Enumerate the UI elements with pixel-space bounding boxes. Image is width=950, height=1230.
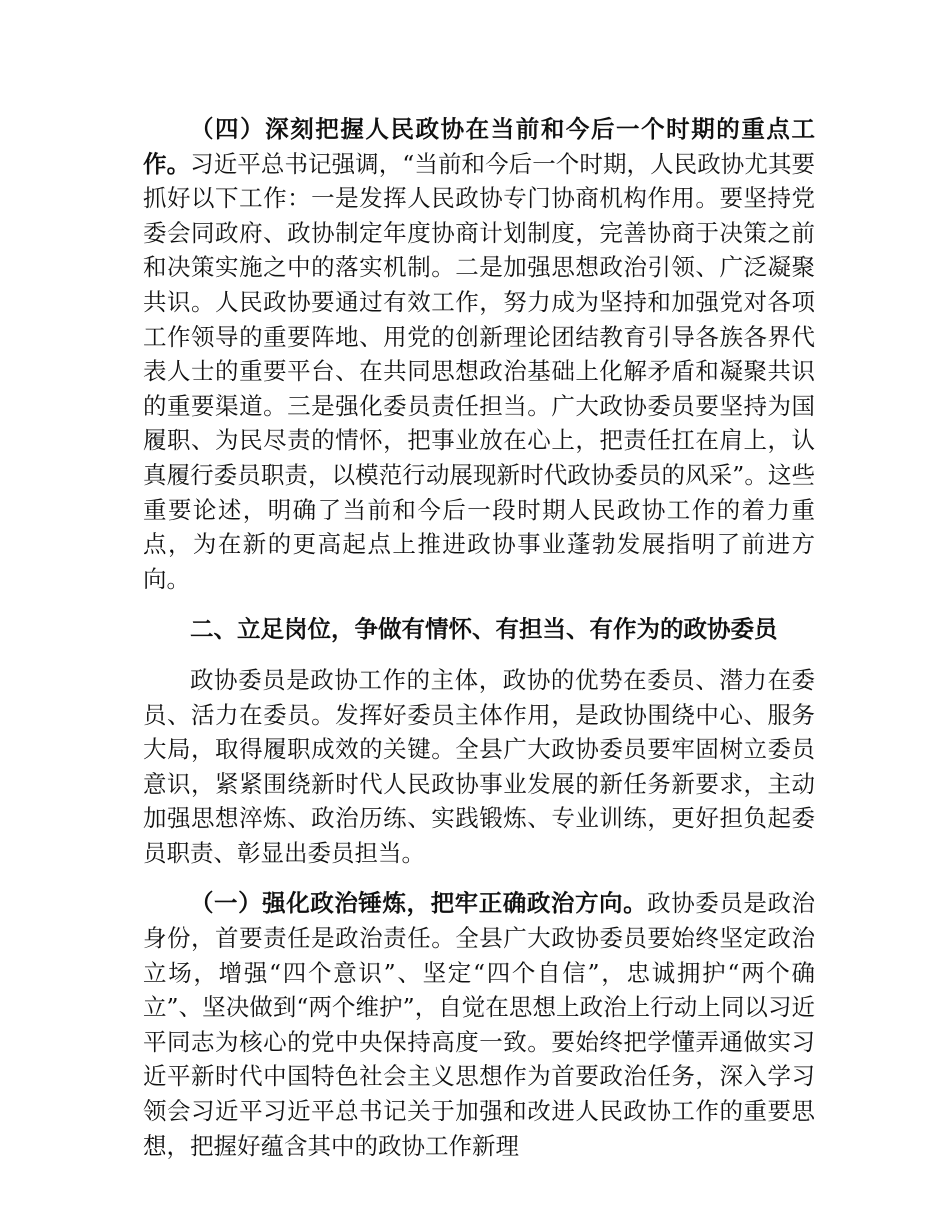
paragraph-lead-key-work: （四）深刻把握人民政协在当前和今后一个时期的重点工作。: [143, 115, 815, 178]
paragraph-body-political-training: 政协委员是政治身份，首要责任是政治责任。全县广大政协委员要始终坚定政治立场，增强“四个意识”、坚定“四个自信”，忠诚拥护“两个确立”、坚决做到“两个维护”，自觉在思想上政治上行动上同以习近平同志为核心的党中央保持高度一致。要始终把学懂弄通做实习近平新时代中国特色社会主义思想作为首要政治任务，深入学习领会习近平习近平总书记关于加强和改进人民政协工作的重要思想，把握好蕴含其中的政协工作新理: [143, 889, 816, 1160]
section-heading-2: 二、立足岗位，争做有情怀、有担当、有作为的政协委员: [190, 615, 778, 644]
paragraph-political-training: [143, 886, 815, 1163]
paragraph-key-work: [143, 112, 815, 596]
paragraph-body-members-role: 政协委员是政协工作的主体，政协的优势在委员、潜力在委员、活力在委员。发挥好委员主体作用，是政协围绕中心、服务大局，取得履职成效的关键。全县广大政协委员要牢固树立委员意识，紧紧围绕新时代人民政协事业发展的新任务新要求，主动加强思想淬炼、政治历练、实践锻炼、专业训练，更好担负起委员职责、彰显出委员担当。: [143, 665, 815, 867]
document-page: [143, 112, 815, 1163]
paragraph-members-role: [143, 663, 815, 871]
paragraph-body-key-work: 习近平总书记强调，“当前和今后一个时期，人民政协尤其要抓好以下工作：一是发挥人民政协专门协商机构作用。要坚持党委会同政府、政协制定年度协商计划制度，完善协商于决策之前和决策实施之中的落实机制。二是加强思想政治引领、广泛凝聚共识。人民政协要通过有效工作，努力成为坚持和加强党对各项工作领导的重要阵地、用党的创新理论团结教育引导各族各界代表人士的重要平台、在共同思想政治基础上化解矛盾和凝聚共识的重要渠道。三是强化委员责任担当。广大政协委员要坚持为国履职、为民尽责的情怀，把事业放在心上，把责任扛在肩上，认真履行委员职责，以模范行动展现新时代政协委员的风采”。这些重要论述，明确了当前和今后一段时期人民政协工作的着力重点，为在新的更高起点上推进政协事业蓬勃发展指明了前进方向。: [143, 149, 816, 593]
paragraph-lead-political-training: （一）强化政治锤炼，把牢正确政治方向。: [190, 889, 648, 918]
